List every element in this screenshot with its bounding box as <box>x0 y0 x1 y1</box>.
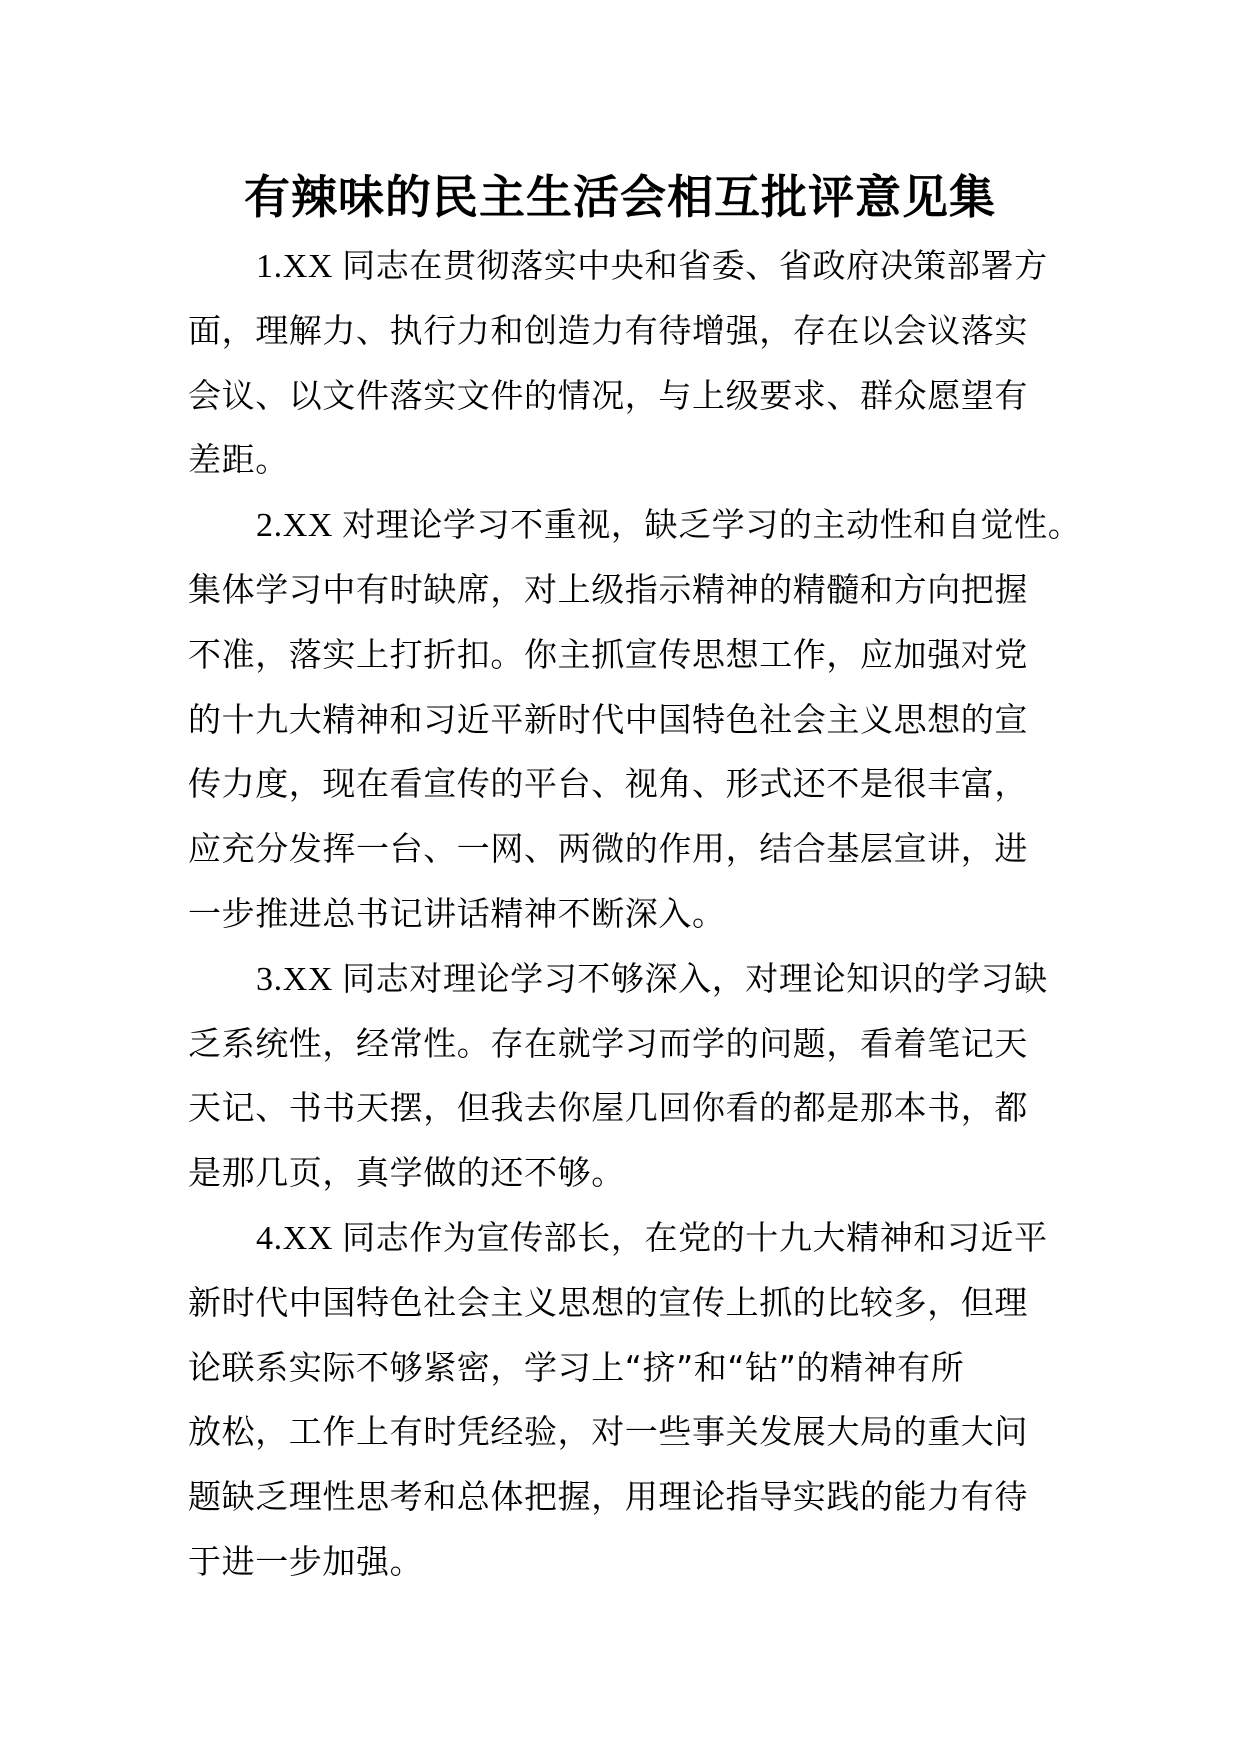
line-text: 对理论学习不重视，缺乏学习的主动性和自觉性。 <box>342 505 1082 545</box>
item-number: 4.XX <box>256 1219 343 1257</box>
item-number: 1.XX <box>256 248 343 285</box>
paragraph-line: 的十九大精神和习近平新时代中国特色社会主义思想的宣 <box>188 699 1028 739</box>
line-text: 同志在贯彻落实中央和省委、省政府决策部署方 <box>342 246 1048 285</box>
line-text: 同志作为宣传部长，在党的十九大精神和习近平 <box>342 1217 1048 1257</box>
document-body <box>188 234 1082 1595</box>
item-number: 3.XX <box>256 960 343 998</box>
paragraph-line: 应充分发挥一台、一网、两微的作用，结合基层宣讲，进 <box>188 829 1028 869</box>
paragraph-line: 一步推进总书记讲话精神不断深入。 <box>188 893 726 933</box>
paragraph-line <box>188 1206 1064 1271</box>
paragraph-line: 不准，落实上打折扣。你主抓宣传思想工作，应加强对党 <box>188 634 1028 674</box>
paragraph-line: 放松，工作上有时凭经验，对一些事关发展大局的重大问 <box>188 1412 1028 1452</box>
paragraph-line: 集体学习中有时缺席，对上级指示精神的精髓和方向把握 <box>188 569 1028 609</box>
paragraph-line <box>188 493 1082 558</box>
paragraph-line: 是那几页，真学做的还不够。 <box>188 1153 625 1193</box>
paragraph-line: 新时代中国特色社会主义思想的宣传上抓的比较多，但理 <box>188 1282 1028 1322</box>
paragraph-line: 论联系实际不够紧密，学习上“挤”和“钻”的精神有所 <box>188 1347 965 1387</box>
paragraph-line: 题缺乏理性思考和总体把握，用理论指导实践的能力有待 <box>188 1477 1028 1517</box>
paragraph-line <box>188 947 1064 1012</box>
paragraph-line: 差距。 <box>188 440 289 480</box>
paragraph-line <box>188 234 1064 299</box>
item-number: 2.XX <box>256 507 343 545</box>
document-title: 有辣味的民主生活会相互批评意见集 <box>244 170 996 224</box>
paragraph-4 <box>188 1206 1064 1595</box>
paragraph-2 <box>188 493 1082 947</box>
line-text: 同志对理论学习不够深入，对理论知识的学习缺 <box>342 958 1048 998</box>
paragraph-line: 于进一步加强。 <box>188 1541 424 1581</box>
paragraph-line: 乏系统性，经常性。存在就学习而学的问题，看着笔记天 <box>188 1023 1028 1063</box>
paragraph-line: 传力度，现在看宣传的平台、视角、形式还不是很丰富， <box>188 764 1028 804</box>
paragraph-line: 会议、以文件落实文件的情况，与上级要求、群众愿望有 <box>188 375 1028 415</box>
paragraph-line: 面，理解力、执行力和创造力有待增强，存在以会议落实 <box>188 310 1028 350</box>
paragraph-line: 天记、书书天摆，但我去你屋几回你看的都是那本书，都 <box>188 1088 1028 1128</box>
paragraph-1 <box>188 234 1064 493</box>
paragraph-3 <box>188 947 1064 1206</box>
